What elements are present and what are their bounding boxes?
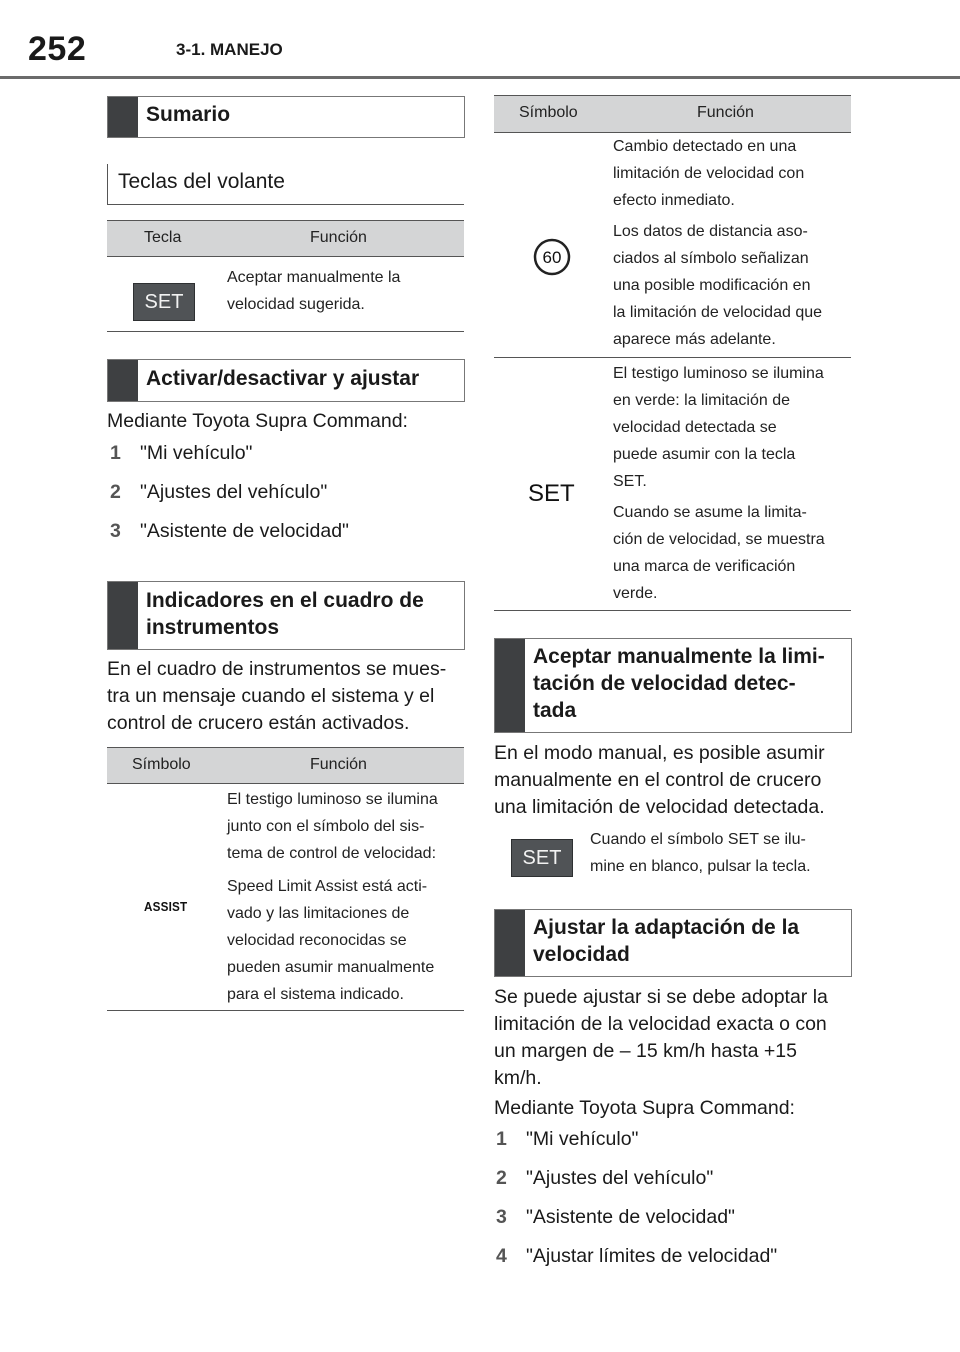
text-line: Cambio detectado en una — [613, 138, 797, 155]
text-line: puede asumir con la tecla — [613, 446, 796, 463]
table3-row-divider — [494, 357, 851, 358]
col-tecla: Tecla — [144, 229, 182, 246]
step-number: 1 — [110, 442, 121, 464]
step-text: "Mi vehículo" — [140, 442, 253, 464]
set-green-symbol: SET — [528, 480, 575, 507]
heading-bar — [495, 639, 525, 732]
step-text: "Asistente de velocidad" — [140, 520, 349, 542]
text-line: verde. — [613, 585, 658, 602]
text-line: junto con el símbolo del sis- — [227, 818, 425, 835]
text-line: mine en blanco, pulsar la tecla. — [590, 858, 811, 875]
step-text: "Mi vehículo" — [526, 1128, 639, 1150]
table2-function — [227, 786, 465, 1008]
text-line: km/h. — [494, 1067, 542, 1089]
ajustar-step-4 — [496, 1243, 777, 1270]
heading-bar — [108, 582, 138, 649]
speed-limit-value: 60 — [542, 248, 562, 267]
section-heading-indicadores — [107, 581, 465, 650]
assist-symbol-icon: ASSIST — [144, 899, 188, 914]
section-heading-ajustar — [494, 909, 852, 977]
text-line: Los datos de distancia aso- — [613, 223, 808, 240]
ajustar-step-1 — [496, 1126, 638, 1153]
text-line: ción de velocidad, se muestra — [613, 531, 825, 548]
ajustar-paragraph — [494, 984, 856, 1092]
set-white-key-icon: SET — [511, 839, 573, 877]
step-number: 2 — [496, 1167, 507, 1189]
table1-bottom-rule — [107, 331, 464, 332]
indicadores-paragraph — [107, 656, 467, 737]
step-number: 1 — [496, 1128, 507, 1150]
step-text: "Ajustes del vehículo" — [140, 481, 328, 503]
heading-bar — [108, 97, 138, 137]
text-line: la limitación de velocidad que — [613, 304, 823, 321]
heading-line: tada — [533, 699, 577, 722]
step-number: 4 — [496, 1245, 507, 1267]
text-line: El testigo luminoso se ilumina — [613, 365, 824, 382]
text-line: vado y las limitaciones de — [227, 905, 410, 922]
text-line: Cuando el símbolo SET se ilu- — [590, 831, 806, 848]
table1-function — [227, 264, 462, 318]
text-line: velocidad sugerida. — [227, 296, 365, 313]
text-line: velocidad detectada se — [613, 419, 777, 436]
heading-text — [533, 643, 843, 724]
text-line: un margen de – 15 km/h hasta +15 — [494, 1040, 797, 1062]
text-line: Speed Limit Assist está acti- — [227, 878, 428, 895]
text-line: En el cuadro de instrumentos se mues- — [107, 658, 447, 680]
section-heading-activar — [107, 359, 465, 402]
activar-intro: Mediante Toyota Supra Command: — [107, 410, 408, 432]
col-funcion: Función — [310, 756, 367, 773]
table2-header — [107, 747, 464, 784]
section-heading-aceptar — [494, 638, 852, 733]
heading-line: instrumentos — [146, 616, 280, 639]
text-line: una posible modificación en — [613, 277, 811, 294]
table1-header — [107, 220, 464, 257]
ajustar-intro: Mediante Toyota Supra Command: — [494, 1097, 795, 1119]
step-text: "Ajustar límites de velocidad" — [526, 1245, 778, 1267]
text-line: ciados al símbolo señalizan — [613, 250, 809, 267]
heading-line: tación de velocidad detec- — [533, 672, 796, 695]
text-line: SET. — [613, 473, 647, 490]
activar-step-3 — [110, 518, 349, 545]
text-line: limitación de la velocidad exacta o con — [494, 1013, 827, 1035]
step-text: "Asistente de velocidad" — [526, 1206, 735, 1228]
heading-text: Activar/desactivar y ajustar — [146, 367, 420, 390]
section-heading-sumario — [107, 96, 465, 138]
heading-line: Ajustar la adaptación de la — [533, 916, 800, 939]
subheading-teclas: Teclas del volante — [107, 164, 464, 205]
heading-text — [533, 914, 843, 968]
chapter-title: 3-1. MANEJO — [176, 40, 283, 59]
heading-line: Indicadores en el cuadro de — [146, 589, 424, 612]
step-number: 3 — [110, 520, 121, 542]
header-rule — [0, 76, 960, 79]
heading-line: Aceptar manualmente la limi- — [533, 645, 825, 668]
table3-bottom-rule — [494, 610, 851, 611]
text-line: Cuando se asume la limita- — [613, 504, 807, 521]
text-line: Se puede ajustar si se debe adoptar la — [494, 986, 828, 1008]
text-line: una limitación de velocidad detectada. — [494, 796, 825, 818]
activar-step-2 — [110, 479, 327, 506]
step-number: 2 — [110, 481, 121, 503]
aceptar-paragraph — [494, 740, 856, 821]
heading-text — [146, 587, 456, 641]
col-funcion: Función — [310, 229, 367, 246]
text-line: limitación de velocidad con — [613, 165, 805, 182]
heading-line: velocidad — [533, 943, 630, 966]
heading-bar — [108, 360, 138, 401]
table3-row2-function — [613, 360, 853, 607]
text-line: aparece más adelante. — [613, 331, 776, 348]
heading-text: Sumario — [146, 103, 231, 126]
col-funcion: Función — [697, 104, 754, 121]
text-line: manualmente en el control de crucero — [494, 769, 822, 791]
text-line: en verde: la limitación de — [613, 392, 790, 409]
page-number: 252 — [28, 30, 87, 68]
table2-bottom-rule — [107, 1010, 464, 1011]
set-key-icon: SET — [133, 283, 195, 321]
col-simbolo: Símbolo — [519, 104, 578, 121]
text-line: tema de control de velocidad: — [227, 845, 437, 862]
text-line: En el modo manual, es posible asumir — [494, 742, 825, 764]
activar-step-1 — [110, 440, 252, 467]
speed-limit-60-icon — [532, 237, 572, 277]
ajustar-step-3 — [496, 1204, 735, 1231]
text-line: El testigo luminoso se ilumina — [227, 791, 438, 808]
text-line: pueden asumir manualmente — [227, 959, 435, 976]
heading-bar — [495, 910, 525, 976]
text-line: control de crucero están activados. — [107, 712, 410, 734]
text-line: Aceptar manualmente la — [227, 269, 401, 286]
table3-header — [494, 95, 851, 133]
text-line: una marca de verificación — [613, 558, 796, 575]
text-line: efecto inmediato. — [613, 192, 735, 209]
step-number: 3 — [496, 1206, 507, 1228]
step-text: "Ajustes del vehículo" — [526, 1167, 714, 1189]
aceptar-key-description — [590, 826, 850, 880]
text-line: velocidad reconocidas se — [227, 932, 407, 949]
ajustar-step-2 — [496, 1165, 713, 1192]
table3-row1-function — [613, 133, 853, 353]
text-line: tra un mensaje cuando el sistema y el — [107, 685, 435, 707]
text-line: para el sistema indicado. — [227, 986, 404, 1003]
col-simbolo: Símbolo — [132, 756, 191, 773]
